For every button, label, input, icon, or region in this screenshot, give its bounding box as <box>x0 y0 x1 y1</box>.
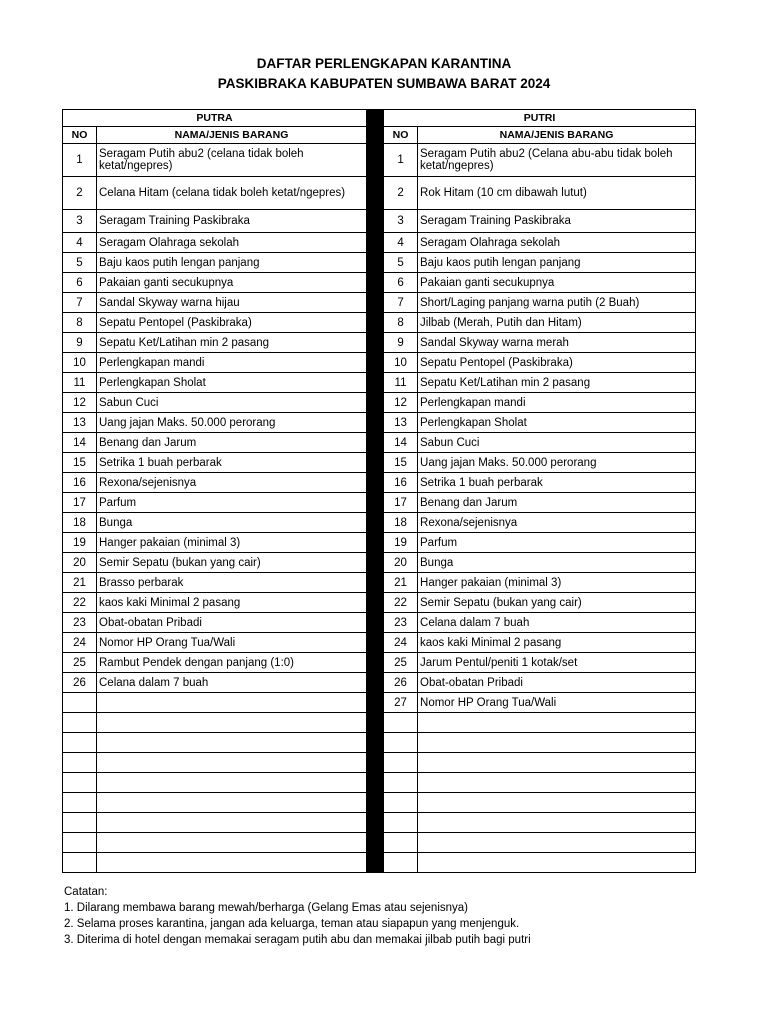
item-name-putra: Setrika 1 buah perbarak <box>97 453 367 473</box>
item-name-putri: Semir Sepatu (bukan yang cair) <box>418 593 696 613</box>
item-name-putra: Sandal Skyway warna hijau <box>97 293 367 313</box>
item-number-putri: 26 <box>384 673 418 693</box>
item-number-putri: 24 <box>384 633 418 653</box>
item-name-putra: Obat-obatan Pribadi <box>97 613 367 633</box>
item-number-putra: 26 <box>63 673 97 693</box>
item-number-putri <box>384 813 418 833</box>
item-name-putra <box>97 713 367 733</box>
item-number-putri: 1 <box>384 144 418 177</box>
item-name-putra: Perlengkapan mandi <box>97 353 367 373</box>
item-number-putra: 11 <box>63 373 97 393</box>
item-name-putri <box>418 793 696 813</box>
item-name-putra <box>97 853 367 873</box>
col-header-no-left: NO <box>63 127 97 144</box>
item-name-putra: Bunga <box>97 513 367 533</box>
item-number-putra: 13 <box>63 413 97 433</box>
item-name-putra <box>97 833 367 853</box>
item-number-putra: 7 <box>63 293 97 313</box>
item-number-putra: 14 <box>63 433 97 453</box>
item-name-putra: kaos kaki Minimal 2 pasang <box>97 593 367 613</box>
item-name-putri: kaos kaki Minimal 2 pasang <box>418 633 696 653</box>
item-name-putra: Rambut Pendek dengan panjang (1:0) <box>97 653 367 673</box>
item-number-putri: 10 <box>384 353 418 373</box>
item-name-putri: Sandal Skyway warna merah <box>418 333 696 353</box>
item-number-putra: 17 <box>63 493 97 513</box>
item-name-putri: Rok Hitam (10 cm dibawah lutut) <box>418 177 696 210</box>
item-number-putra: 10 <box>63 353 97 373</box>
document-title-line1: DAFTAR PERLENGKAPAN KARANTINA <box>256 56 512 71</box>
item-name-putra: Nomor HP Orang Tua/Wali <box>97 633 367 653</box>
item-number-putra: 25 <box>63 653 97 673</box>
item-number-putri: 13 <box>384 413 418 433</box>
item-name-putra: Brasso perbarak <box>97 573 367 593</box>
item-name-putri: Jarum Pentul/peniti 1 kotak/set <box>418 653 696 673</box>
item-name-putri: Obat-obatan Pribadi <box>418 673 696 693</box>
equipment-table <box>62 109 696 873</box>
item-name-putra: Seragam Putih abu2 (celana tidak boleh ketat/ngepres) <box>97 144 367 177</box>
item-name-putri: Pakaian ganti secukupnya <box>418 273 696 293</box>
item-number-putra <box>63 713 97 733</box>
note-item-2: 2. Selama proses karantina, jangan ada keluarga, teman atau siapapun yang menjenguk. <box>64 918 520 930</box>
item-name-putra: Sepatu Ket/Latihan min 2 pasang <box>97 333 367 353</box>
item-name-putra: Rexona/sejenisnya <box>97 473 367 493</box>
item-name-putri <box>418 753 696 773</box>
item-name-putra: Baju kaos putih lengan panjang <box>97 253 367 273</box>
item-number-putra <box>63 833 97 853</box>
item-name-putri: Celana dalam 7 buah <box>418 613 696 633</box>
group-header-putra: PUTRA <box>63 110 367 127</box>
item-number-putri: 17 <box>384 493 418 513</box>
item-name-putra: Celana dalam 7 buah <box>97 673 367 693</box>
item-name-putri: Rexona/sejenisnya <box>418 513 696 533</box>
item-name-putra: Perlengkapan Sholat <box>97 373 367 393</box>
col-header-name-left: NAMA/JENIS BARANG <box>97 127 367 144</box>
item-name-putra: Benang dan Jarum <box>97 433 367 453</box>
item-name-putri <box>418 833 696 853</box>
item-name-putra: Sepatu Pentopel (Paskibraka) <box>97 313 367 333</box>
item-name-putri <box>418 773 696 793</box>
item-name-putra: Hanger pakaian (minimal 3) <box>97 533 367 553</box>
item-number-putra: 2 <box>63 177 97 210</box>
item-number-putra <box>63 753 97 773</box>
item-name-putri: Short/Laging panjang warna putih (2 Buah) <box>418 293 696 313</box>
item-number-putra: 8 <box>63 313 97 333</box>
item-number-putra: 6 <box>63 273 97 293</box>
item-number-putra <box>63 773 97 793</box>
item-name-putri: Sabun Cuci <box>418 433 696 453</box>
item-number-putri <box>384 753 418 773</box>
item-number-putra <box>63 793 97 813</box>
item-number-putri: 3 <box>384 210 418 233</box>
group-header-row <box>63 110 696 127</box>
item-number-putra: 18 <box>63 513 97 533</box>
item-number-putri <box>384 833 418 853</box>
item-name-putri: Sepatu Pentopel (Paskibraka) <box>418 353 696 373</box>
item-name-putri: Perlengkapan Sholat <box>418 413 696 433</box>
item-number-putri <box>384 773 418 793</box>
item-number-putri: 14 <box>384 433 418 453</box>
item-number-putri: 20 <box>384 553 418 573</box>
item-number-putra <box>63 693 97 713</box>
note-item-3: 3. Diterima di hotel dengan memakai seragam putih abu dan memakai jilbab putih bagi putri <box>64 934 531 946</box>
item-number-putra <box>63 853 97 873</box>
item-name-putri: Setrika 1 buah perbarak <box>418 473 696 493</box>
item-number-putra: 22 <box>63 593 97 613</box>
item-name-putri: Benang dan Jarum <box>418 493 696 513</box>
item-name-putri: Uang jajan Maks. 50.000 perorang <box>418 453 696 473</box>
item-name-putri: Sepatu Ket/Latihan min 2 pasang <box>418 373 696 393</box>
item-name-putri: Seragam Putih abu2 (Celana abu-abu tidak boleh ketat/ngepres) <box>418 144 696 177</box>
item-number-putri: 23 <box>384 613 418 633</box>
item-name-putri: Hanger pakaian (minimal 3) <box>418 573 696 593</box>
item-number-putra: 23 <box>63 613 97 633</box>
item-name-putra: Semir Sepatu (bukan yang cair) <box>97 553 367 573</box>
notes-heading: Catatan: <box>64 886 108 898</box>
item-number-putra: 12 <box>63 393 97 413</box>
item-number-putri <box>384 793 418 813</box>
item-number-putra: 4 <box>63 233 97 253</box>
item-name-putra: Pakaian ganti secukupnya <box>97 273 367 293</box>
item-number-putri: 25 <box>384 653 418 673</box>
item-name-putra: Celana Hitam (celana tidak boleh ketat/ngepres) <box>97 177 367 210</box>
item-number-putra: 21 <box>63 573 97 593</box>
item-name-putra: Sabun Cuci <box>97 393 367 413</box>
item-name-putri: Nomor HP Orang Tua/Wali <box>418 693 696 713</box>
item-name-putra: Uang jajan Maks. 50.000 perorang <box>97 413 367 433</box>
item-name-putra <box>97 773 367 793</box>
item-number-putra: 5 <box>63 253 97 273</box>
item-number-putra: 24 <box>63 633 97 653</box>
item-number-putri: 16 <box>384 473 418 493</box>
column-separator <box>367 110 384 873</box>
item-name-putra: Parfum <box>97 493 367 513</box>
item-number-putri: 19 <box>384 533 418 553</box>
item-name-putra <box>97 693 367 713</box>
item-name-putra: Seragam Olahraga sekolah <box>97 233 367 253</box>
item-number-putra: 16 <box>63 473 97 493</box>
item-number-putri: 7 <box>384 293 418 313</box>
item-number-putri <box>384 733 418 753</box>
item-name-putri: Jilbab (Merah, Putih dan Hitam) <box>418 313 696 333</box>
item-name-putri: Perlengkapan mandi <box>418 393 696 413</box>
item-number-putri: 15 <box>384 453 418 473</box>
item-number-putri: 11 <box>384 373 418 393</box>
item-number-putra: 9 <box>63 333 97 353</box>
item-name-putri: Bunga <box>418 553 696 573</box>
item-number-putri <box>384 853 418 873</box>
col-header-no-right: NO <box>384 127 418 144</box>
item-number-putri: 22 <box>384 593 418 613</box>
item-number-putri: 21 <box>384 573 418 593</box>
item-number-putra: 15 <box>63 453 97 473</box>
item-name-putri <box>418 853 696 873</box>
item-number-putra: 3 <box>63 210 97 233</box>
item-name-putri <box>418 813 696 833</box>
item-number-putra: 19 <box>63 533 97 553</box>
item-name-putri: Seragam Olahraga sekolah <box>418 233 696 253</box>
item-number-putri: 27 <box>384 693 418 713</box>
item-name-putri <box>418 713 696 733</box>
item-number-putri <box>384 713 418 733</box>
item-name-putra: Seragam Training Paskibraka <box>97 210 367 233</box>
item-number-putra: 20 <box>63 553 97 573</box>
item-number-putri: 5 <box>384 253 418 273</box>
item-name-putri: Seragam Training Paskibraka <box>418 210 696 233</box>
col-header-name-right: NAMA/JENIS BARANG <box>418 127 696 144</box>
item-number-putri: 8 <box>384 313 418 333</box>
item-name-putra <box>97 793 367 813</box>
group-header-putri: PUTRI <box>384 110 696 127</box>
item-name-putra <box>97 733 367 753</box>
notes-section <box>64 884 531 948</box>
item-name-putri <box>418 733 696 753</box>
item-number-putri: 4 <box>384 233 418 253</box>
item-name-putra <box>97 753 367 773</box>
item-number-putri: 12 <box>384 393 418 413</box>
item-number-putra <box>63 813 97 833</box>
document-title-line2: PASKIBRAKA KABUPATEN SUMBAWA BARAT 2024 <box>217 76 551 91</box>
item-name-putri: Parfum <box>418 533 696 553</box>
note-item-1: 1. Dilarang membawa barang mewah/berharga (Gelang Emas atau sejenisnya) <box>64 902 468 914</box>
item-number-putra: 1 <box>63 144 97 177</box>
item-number-putri: 9 <box>384 333 418 353</box>
item-number-putri: 2 <box>384 177 418 210</box>
item-name-putra <box>97 813 367 833</box>
item-number-putri: 18 <box>384 513 418 533</box>
item-number-putri: 6 <box>384 273 418 293</box>
item-name-putri: Baju kaos putih lengan panjang <box>418 253 696 273</box>
item-number-putra <box>63 733 97 753</box>
